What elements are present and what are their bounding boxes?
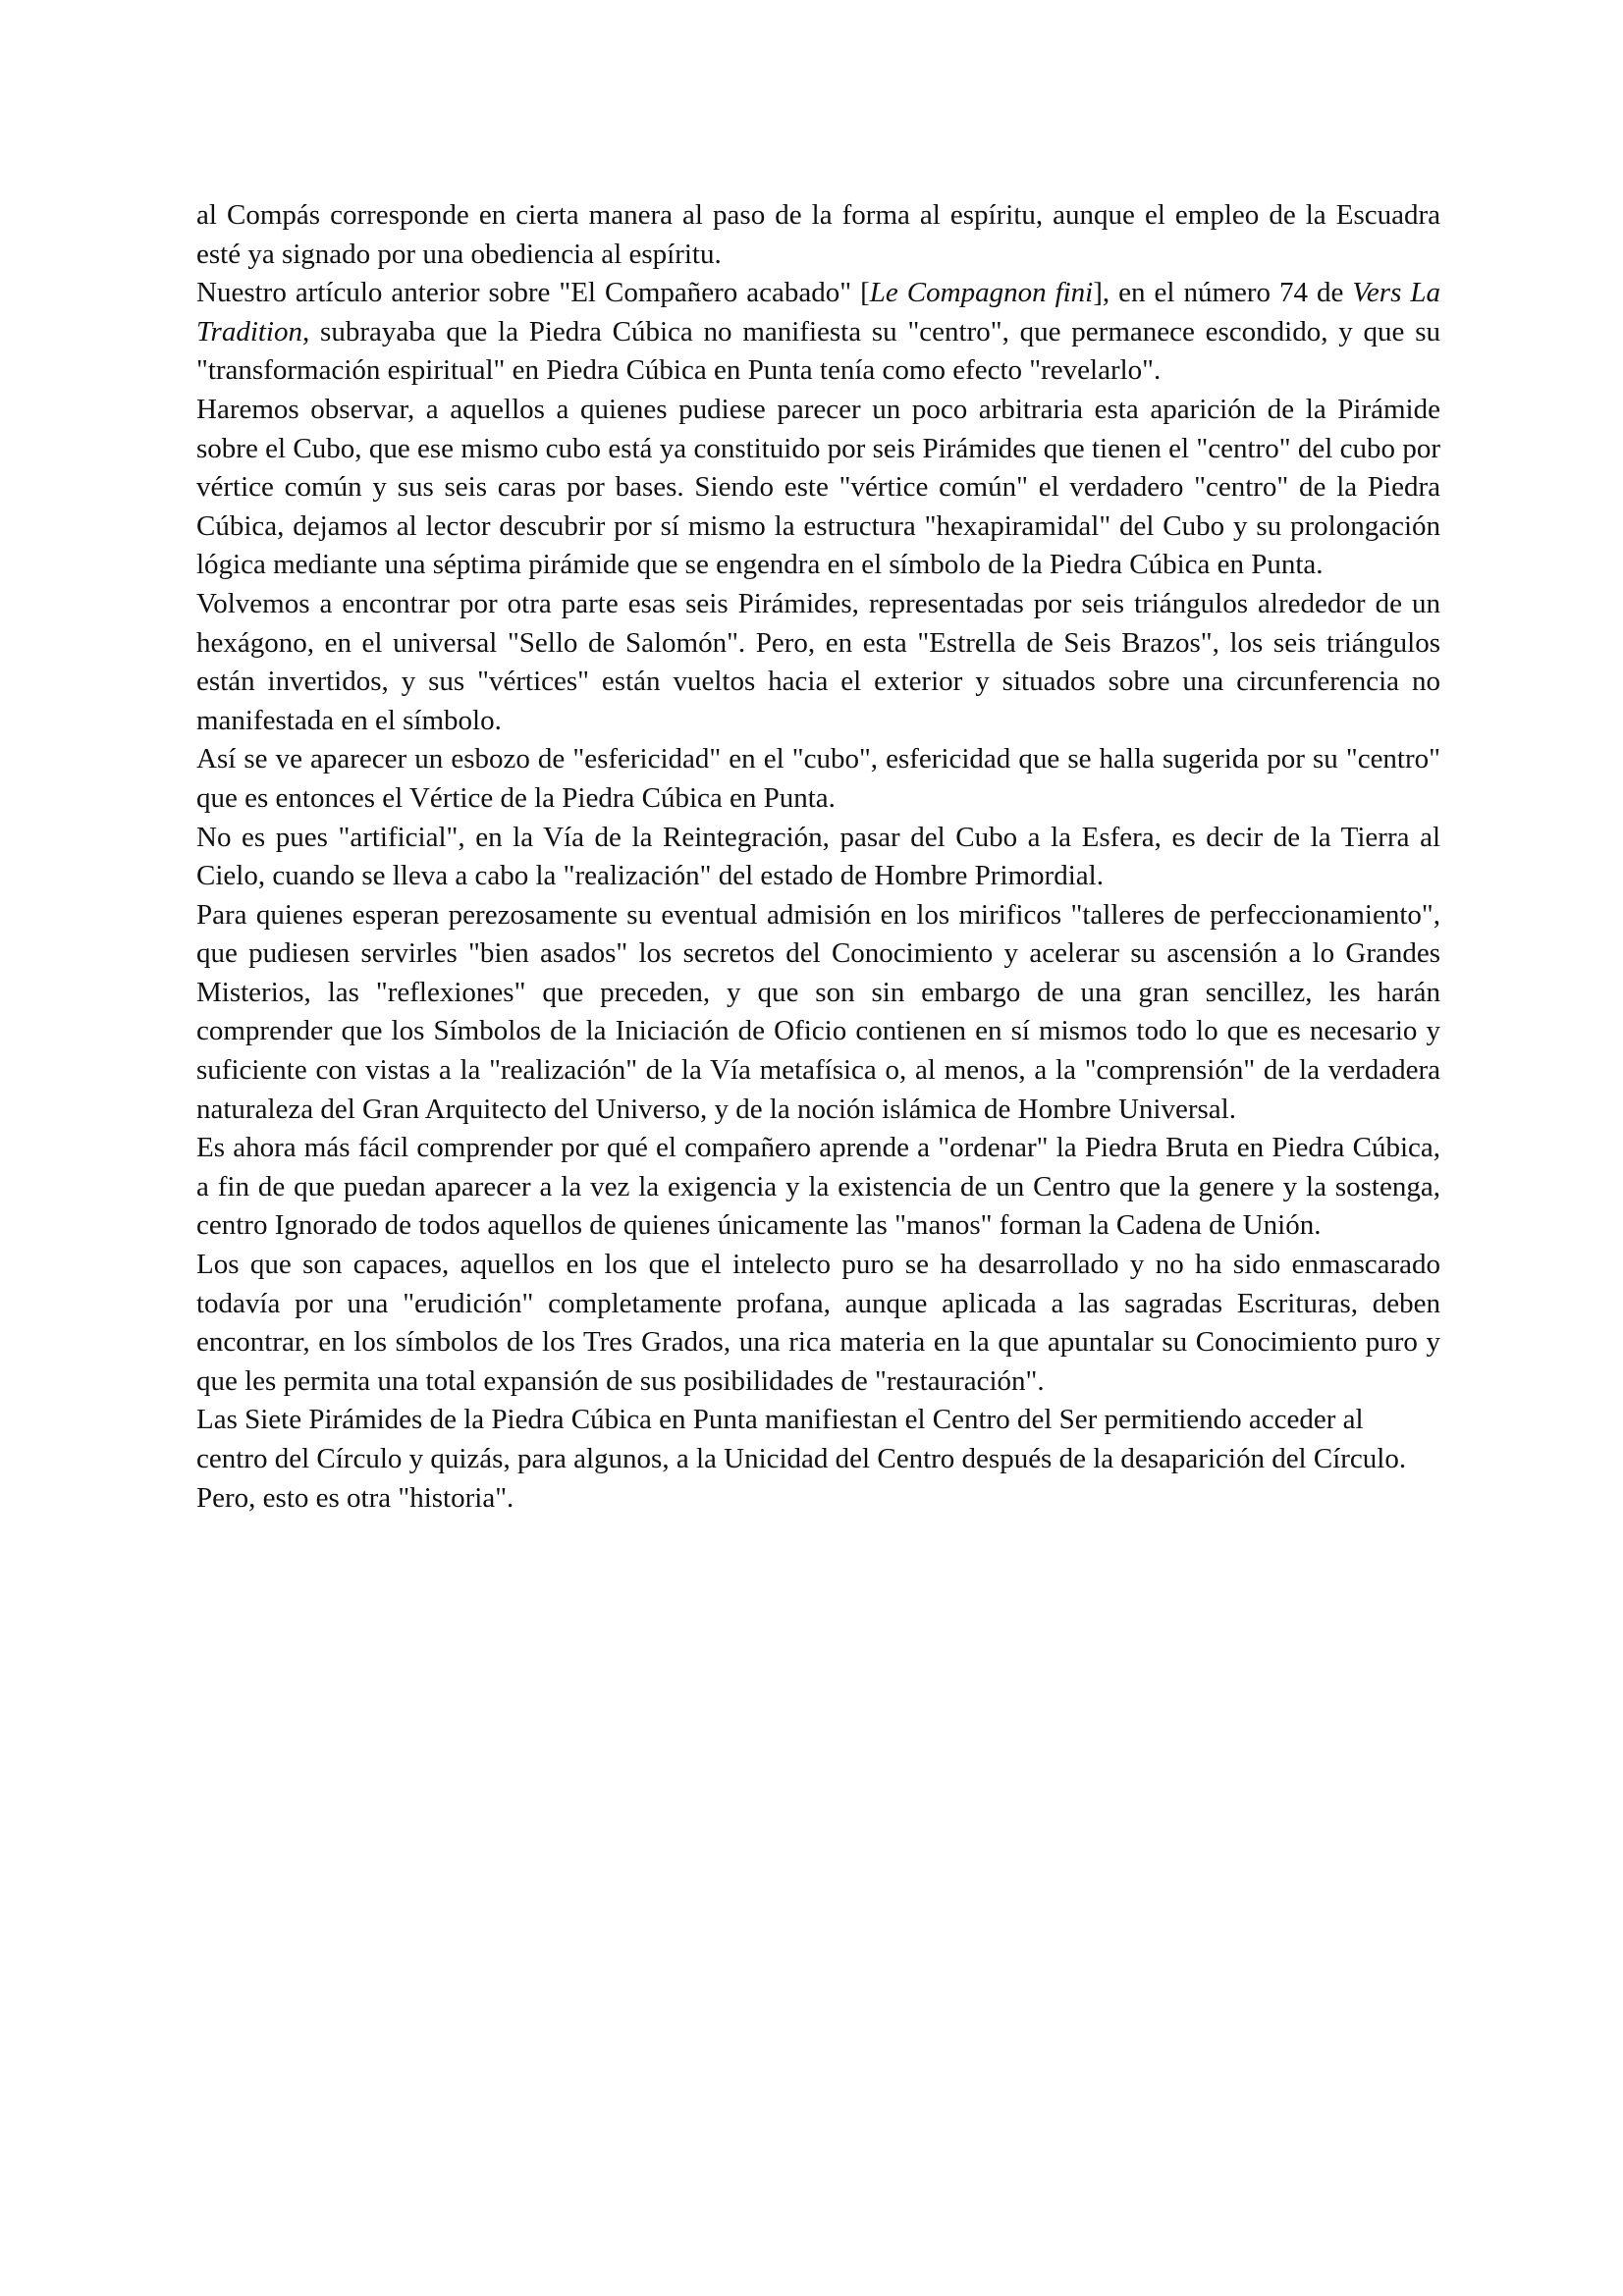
paragraph-3 (196, 391, 1440, 585)
paragraph-1 (196, 196, 1440, 274)
paragraph-5 (196, 740, 1440, 818)
paragraph-text: Volvemos a encontrar por otra parte esas seis Pirámides, representadas por seis triángulos alrededor de un hexágono, en el universal "Sello de Salomón". Pero, en esta "Estrella de Seis Brazos", los seis triángulos están invertidos, y sus "vértices" están vueltos hacia el exterior y situados sobre una circunferencia no manifestada en el símbolo. (196, 587, 1440, 736)
paragraph-text: Los que son capaces, aquellos en los que el intelecto puro se ha desarrollado y no ha sido enmascarado todavía por una "erudición" completamente profana, aunque aplicada a las sagradas Escrituras, deben encontrar, en los símbolos de los Tres Grados, una rica materia en la que apuntalar su Conocimiento puro y que les permita una total expansión de sus posibilidades de "restauración". (196, 1249, 1440, 1397)
italic-title-vers-la-tradition: Vers La Tradition (196, 277, 1440, 347)
paragraph-text: , subrayaba que la Piedra Cúbica no manifiesta su "centro", que permanece escondido, y que su "transformación espiritual" en Piedra Cúbica en Punta tenía como efecto "revelarlo". (196, 315, 1440, 387)
paragraph-text: Nuestro artículo anterior sobre "El Compañero acabado" [ (196, 277, 870, 309)
document-page (196, 196, 1440, 1518)
paragraph-text: al Compás corresponde en cierta manera al paso de la forma al espíritu, aunque el empleo de la Escuadra esté ya signado por una obediencia al espíritu. (196, 199, 1440, 270)
paragraph-2 (196, 274, 1440, 391)
paragraph-10 (196, 1401, 1440, 1518)
paragraph-text: ], en el número 74 de (1093, 277, 1353, 309)
paragraph-4 (196, 585, 1440, 740)
paragraph-text: Las Siete Pirámides de la Piedra Cúbica en Punta manifiestan el Centro del Ser permitiendo acceder al centro del Círculo y quizás, para algunos, a la Unicidad del Centro después de la desaparición del Círculo. Pero, esto es otra "historia". (196, 1404, 1407, 1514)
paragraph-6 (196, 819, 1440, 896)
paragraph-text: Así se ve aparecer un esbozo de "esfericidad" en el "cubo", esfericidad que se halla sugerida por su "centro" que es entonces el Vértice de la Piedra Cúbica en Punta. (196, 743, 1440, 814)
paragraph-text: Haremos observar, a aquellos a quienes pudiese parecer un poco arbitraria esta aparición de la Pirámide sobre el Cubo, que ese mismo cubo está ya constituido por seis Pirámides que tienen el "centro" del cubo por vértice común y sus seis caras por bases. Siendo este "vértice común" el verdadero "centro" de la Piedra Cúbica, dejamos al lector descubrir por sí mismo la estructura "hexapiramidal" del Cubo y su prolongación lógica mediante una séptima pirámide que se engendra en el símbolo de la Piedra Cúbica en Punta. (196, 393, 1440, 581)
paragraph-7 (196, 896, 1440, 1130)
paragraph-8 (196, 1129, 1440, 1246)
paragraph-text: Para quienes esperan perezosamente su eventual admisión en los mirificos "talleres de perfeccionamiento", que pudiesen servirles "bien asados" los secretos del Conocimiento y acelerar su ascensión a lo Grandes Misterios, las "reflexiones" que preceden, y que son sin embargo de una gran sencillez, les harán comprender que los Símbolos de la Iniciación de Oficio contienen en sí mismos todo lo que es necesario y suficiente con vistas a la "realización" de la Vía metafísica o, al menos, a la "comprensión" de la verdadera naturaleza del Gran Arquitecto del Universo, y de la noción islámica de Hombre Universal. (196, 898, 1440, 1125)
paragraph-text: No es pues "artificial", en la Vía de la Reintegración, pasar del Cubo a la Esfera, es decir de la Tierra al Cielo, cuando se lleva a cabo la "realización" del estado de Hombre Primordial. (196, 821, 1440, 892)
paragraph-9 (196, 1246, 1440, 1401)
paragraph-text: Es ahora más fácil comprender por qué el compañero aprende a "ordenar" la Piedra Bruta en Piedra Cúbica, a fin de que puedan aparecer a la vez la exigencia y la existencia de un Centro que la genere y la sostenga, centro Ignorado de todos aquellos de quienes únicamente las "manos" forman la Cadena de Unión. (196, 1132, 1440, 1242)
italic-title-le-compagnon-fini: Le Compagnon fini (869, 277, 1094, 309)
